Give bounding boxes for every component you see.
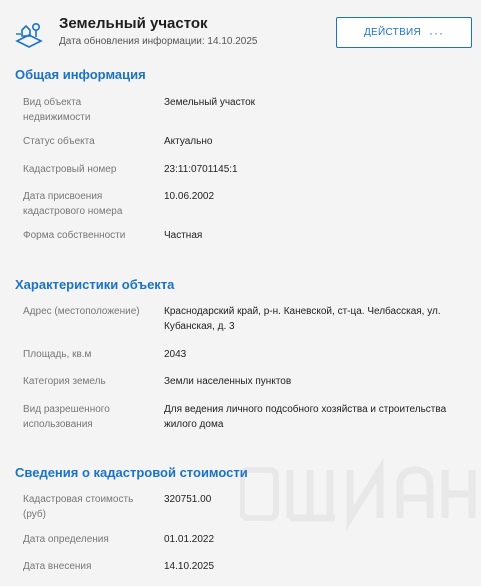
land-plot-icon bbox=[14, 18, 44, 48]
row-value: Земли населенных пунктов bbox=[164, 376, 292, 387]
row-label: Дата внесения bbox=[23, 561, 92, 572]
row-value: 23:11:0701145:1 bbox=[164, 164, 238, 175]
page-title: Земельный участок bbox=[59, 15, 208, 32]
update-date: Дата обновления информации: 14.10.2025 bbox=[59, 36, 258, 47]
section-title-cadastral-value: Сведения о кадастровой стоимости bbox=[15, 465, 248, 480]
page-header bbox=[0, 0, 481, 62]
row-label: Дата присвоения кадастрового номера bbox=[23, 191, 123, 217]
row-label: Вид разрешенного использования bbox=[23, 404, 110, 430]
row-label: Форма собственности bbox=[23, 230, 126, 241]
row-label: Кадастровая стоимость (руб) bbox=[23, 494, 134, 520]
more-dots-icon: ··· bbox=[429, 25, 445, 40]
row-label: Площадь, кв.м bbox=[23, 349, 92, 360]
row-label: Статус объекта bbox=[23, 136, 95, 147]
row-value: Для ведения личного подсобного хозяйства и строительства жилого дома bbox=[164, 404, 447, 430]
row-label: Вид объекта недвижимости bbox=[23, 97, 91, 123]
row-value: Актуально bbox=[164, 136, 213, 147]
row-value: 14.10.2025 bbox=[164, 561, 215, 572]
row-value: 10.06.2002 bbox=[164, 191, 215, 202]
row-label: Адрес (местоположение) bbox=[23, 306, 140, 317]
row-value: 320751.00 bbox=[164, 494, 212, 505]
row-value: Земельный участок bbox=[164, 97, 256, 108]
row-label: Категория земель bbox=[23, 376, 106, 387]
row-value: 01.01.2022 bbox=[164, 534, 215, 545]
row-label: Кадастровый номер bbox=[23, 164, 117, 175]
section-title-general: Общая информация bbox=[15, 67, 146, 82]
row-value: Краснодарский край, р-н. Каневской, ст-ца. Челбасская, ул. Кубанская, д. 3 bbox=[164, 306, 441, 332]
section-title-characteristics: Характеристики объекта bbox=[15, 277, 175, 292]
row-label: Дата определения bbox=[23, 534, 109, 545]
actions-button-label: ДЕЙСТВИЯ bbox=[363, 27, 422, 38]
actions-button[interactable] bbox=[336, 17, 472, 48]
row-value: Частная bbox=[164, 230, 203, 241]
row-value: 2043 bbox=[164, 349, 187, 360]
